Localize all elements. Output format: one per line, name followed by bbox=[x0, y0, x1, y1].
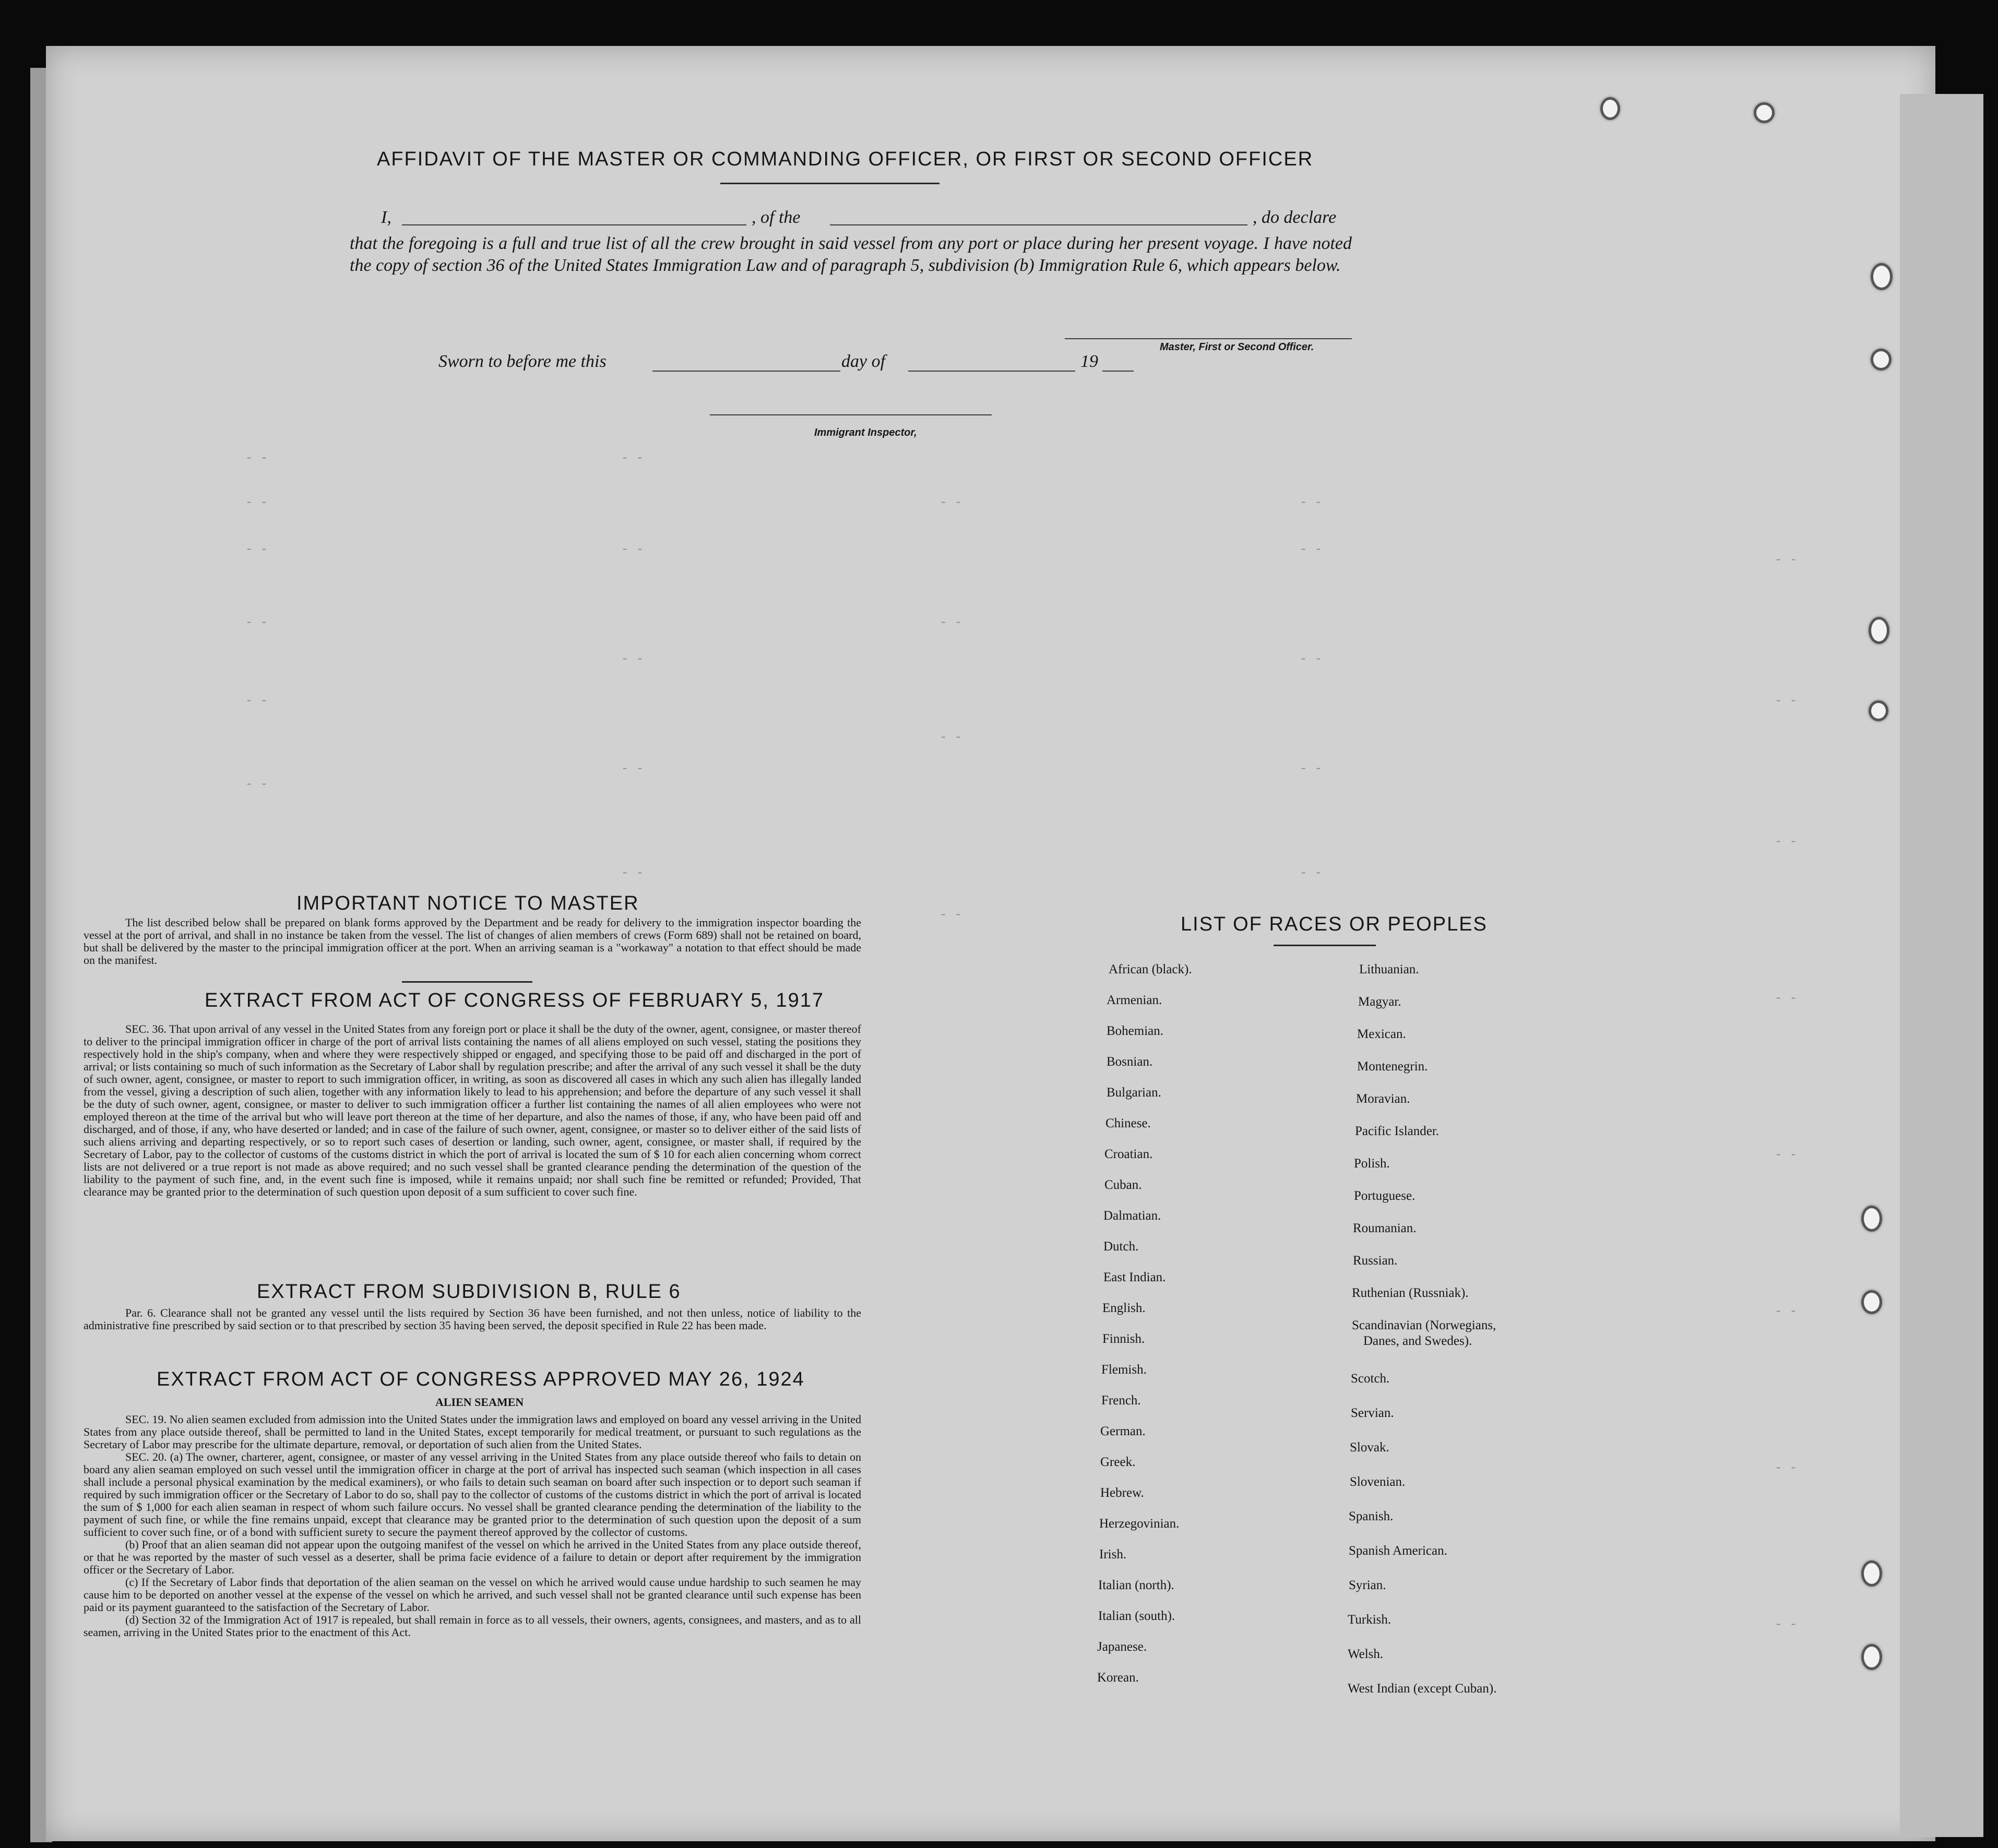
sworn-month-blank[interactable] bbox=[908, 371, 1075, 372]
alien-seamen-subtitle: ALIEN SEAMEN bbox=[435, 1396, 524, 1409]
race-item: Slovenian. bbox=[1350, 1475, 1406, 1489]
bleed-through-strip bbox=[1900, 94, 1983, 1837]
race-item: Magyar. bbox=[1358, 995, 1401, 1009]
race-item: Chinese. bbox=[1105, 1116, 1151, 1130]
race-item: Portuguese. bbox=[1354, 1189, 1416, 1203]
punch-hole-icon bbox=[1861, 1644, 1882, 1670]
sworn-before: Sworn to before me this bbox=[438, 352, 606, 371]
punch-hole-icon bbox=[1861, 1560, 1882, 1587]
race-item: Italian (north). bbox=[1098, 1578, 1174, 1592]
race-item: Montenegrin. bbox=[1357, 1059, 1428, 1074]
race-item: Roumanian. bbox=[1353, 1221, 1417, 1235]
race-item: Italian (south). bbox=[1098, 1609, 1175, 1623]
race-item: Pacific Islander. bbox=[1355, 1124, 1440, 1138]
race-item: Bulgarian. bbox=[1107, 1086, 1161, 1100]
section-36-paragraph: SEC. 36. That upon arrival of any vessel in the United States from any foreign port or place it shall be the duty of the owner, agent, consignee, or master thereof to deliver to the principal immigration officer in charge of the port of arrival lists containing the names of all aliens employed on such vessel, stating the positions they respectively hold in the ship's company, when and where they were respectively shipped or engaged, and specifying those to be paid off and discharged in the port of arrival; or lists containing so much of such information as the Secretary of Labor shall by regulation prescribe; and after the arrival of any such vessel it shall be the duty of such owner, agent, consignee, or master to report to such immigration officer, in writing, as soon as discovered all cases in which any such alien has illegally landed from the vessel, giving a description of such alien, together with any information likely to lead to his apprehension; and before the departure of any such vessel it shall be the duty of such owner, agent, consignee, or master to deliver to such immigration officer a further list containing the names of all alien employees who were not employed thereon at the time of the arrival but who will leave port thereon at the time of her departure, and also the names of those, if any, who have been paid off and discharged, and of those, if any, who have deserted or landed; and in case of the failure of such owner, agent, consignee, or master so to deliver either of the said lists of such aliens arriving and departing respectively, or so to report such cases of desertion or landing, such owner, agent, consignee, or master shall, if required by the Secretary of Labor, pay to the collector of customs of the customs district in which the port of arrival is located the sum of $ 10 for each alien concerning whom correct lists are not delivered or a true report is not made as above required; and no such vessel shall be granted clearance pending the determination of the question of the liability to the payment of such fine, and, in the event such fine is imposed, while it remains unpaid; nor shall such fine be remitted or refunded; Provided, That clearance may be granted prior to the determination of such question upon deposit of a sum sufficient to cover such fine. bbox=[84, 1022, 861, 1198]
extract-1917-text bbox=[84, 1023, 861, 1198]
title-underline bbox=[720, 183, 939, 184]
punch-hole-icon bbox=[1600, 97, 1620, 120]
race-item: African (black). bbox=[1109, 962, 1192, 976]
race-item: Bosnian. bbox=[1107, 1055, 1153, 1069]
race-item: Servian. bbox=[1351, 1406, 1394, 1420]
race-item: Welsh. bbox=[1348, 1647, 1384, 1661]
punch-hole-icon bbox=[1861, 1290, 1882, 1314]
section-20c-paragraph: (c) If the Secretary of Labor finds that deportation of the alien seaman on the vessel on which he arrived would cause undue hardship to such seamen he may cause him to be deported on another vessel at the expense of the vessel on which he arrived, and such vessel shall not be granted clearance until such expense has been paid or its payment guaranteed to the satisfaction of the Secretary of Labor. bbox=[84, 1576, 861, 1614]
race-item: Korean. bbox=[1097, 1671, 1139, 1685]
race-item: Moravian. bbox=[1356, 1092, 1410, 1106]
notice-paragraph: The list described below shall be prepared on blank forms approved by the Department and be ready for delivery to the immigration inspector boarding the vessel at the port of arrival, and shall in no instance be taken from the vessel. The list of changes of alien members of crews (Form 689) shall not be retained on board, but shall be delivered by the master to the principal immigration officer at the port. When an arriving seaman is a "workaway" a notation to that effect should be made on the manifest. bbox=[84, 916, 861, 967]
race-item: Scotch. bbox=[1351, 1372, 1390, 1386]
race-item: East Indian. bbox=[1103, 1270, 1166, 1284]
punch-hole-icon bbox=[1871, 263, 1893, 290]
extract-1924-title: EXTRACT FROM ACT OF CONGRESS APPROVED MAY 26, 1924 bbox=[157, 1368, 805, 1390]
race-item: Ruthenian (Russniak). bbox=[1352, 1286, 1469, 1300]
punch-hole-icon bbox=[1871, 349, 1892, 371]
race-item: Slovak. bbox=[1350, 1440, 1389, 1454]
race-item: Mexican. bbox=[1357, 1027, 1406, 1041]
race-item: Russian. bbox=[1353, 1254, 1398, 1268]
race-item: Polish. bbox=[1354, 1157, 1390, 1171]
affidavit-line-of-the: , of the bbox=[752, 208, 801, 227]
races-underline bbox=[1274, 945, 1376, 946]
punch-hole-icon bbox=[1869, 700, 1888, 721]
race-item: Flemish. bbox=[1101, 1363, 1147, 1377]
race-item: Bohemian. bbox=[1107, 1024, 1164, 1038]
par-6-paragraph: Par. 6. Clearance shall not be granted any vessel until the lists required by Section 36 have been furnished, and not then unless, notice of liability to the administrative fine prescribed by said section or to that prescribed by section 35 having been served, the deposit specified in Rule 22 has been made. bbox=[84, 1306, 861, 1332]
punch-hole-icon bbox=[1754, 102, 1775, 123]
sworn-day-of: day of bbox=[841, 352, 886, 371]
section-20d-paragraph: (d) Section 32 of the Immigration Act of 1917 is repealed, but shall remain in force as to all vessels, their owners, agents, consignees, and masters, and as to all seamen, arriving in the United States prior to the enactment of this Act. bbox=[84, 1613, 861, 1639]
notice-text bbox=[84, 916, 861, 967]
race-item: Cuban. bbox=[1104, 1178, 1142, 1192]
affidavit-line-i: I, bbox=[381, 208, 391, 227]
race-item: Spanish. bbox=[1349, 1509, 1394, 1523]
affidavit-statement: that the foregoing is a full and true list of all the crew brought in said vessel from any port or place during her present voyage. I have noted the copy of section 36 of the United States Immigration Law and of paragraph 5, subdivision (b) Immigration Rule 6, which appears below. bbox=[350, 234, 1352, 275]
race-item: Lithuanian. bbox=[1359, 962, 1419, 976]
race-item: Dalmatian. bbox=[1103, 1209, 1161, 1223]
race-item: Dutch. bbox=[1103, 1239, 1139, 1254]
punch-hole-icon bbox=[1861, 1206, 1882, 1232]
race-item: Hebrew. bbox=[1100, 1486, 1144, 1500]
race-item: West Indian (except Cuban). bbox=[1348, 1682, 1497, 1696]
master-name-blank[interactable] bbox=[402, 224, 746, 225]
sworn-year: 19 bbox=[1080, 352, 1098, 371]
race-item: Finnish. bbox=[1102, 1332, 1145, 1346]
race-item: Spanish American. bbox=[1349, 1544, 1447, 1558]
race-item: Croatian. bbox=[1104, 1147, 1153, 1161]
race-item: German. bbox=[1100, 1424, 1146, 1438]
sworn-year-blank[interactable] bbox=[1102, 371, 1134, 372]
extract-1924-text bbox=[84, 1413, 861, 1639]
affidavit-line-declare: , do declare bbox=[1253, 208, 1337, 227]
race-item: English. bbox=[1102, 1301, 1146, 1315]
race-item: Herzegovinian. bbox=[1099, 1517, 1180, 1531]
race-item: Syrian. bbox=[1349, 1578, 1386, 1592]
notice-divider bbox=[402, 981, 532, 983]
race-item: Armenian. bbox=[1107, 993, 1162, 1007]
master-signature-label: Master, First or Second Officer. bbox=[1160, 341, 1314, 353]
race-item: Turkish. bbox=[1348, 1613, 1392, 1627]
races-title: LIST OF RACES OR PEOPLES bbox=[1181, 913, 1488, 935]
extract-rule6-text bbox=[84, 1307, 861, 1332]
notice-title: IMPORTANT NOTICE TO MASTER bbox=[296, 892, 639, 914]
extract-1917-title: EXTRACT FROM ACT OF CONGRESS OF FEBRUARY 5, 1917 bbox=[205, 989, 824, 1011]
affidavit-title: AFFIDAVIT OF THE MASTER OR COMMANDING OFFICER, OR FIRST OR SECOND OFFICER bbox=[377, 148, 1314, 170]
race-item: Japanese. bbox=[1097, 1640, 1147, 1654]
race-item: Irish. bbox=[1099, 1547, 1127, 1561]
inspector-signature-line[interactable] bbox=[710, 414, 992, 415]
race-item-continuation: Danes, and Swedes). bbox=[1363, 1334, 1472, 1348]
master-signature-line[interactable] bbox=[1065, 338, 1352, 339]
race-item: Scandinavian (Norwegians, bbox=[1352, 1318, 1496, 1332]
inspector-label: Immigrant Inspector, bbox=[814, 427, 917, 438]
section-20a-paragraph: SEC. 20. (a) The owner, charterer, agent, consignee, or master of any vessel arriving in the United States from any place outside thereof who fails to detain on board any alien seaman employed on such vessel until the immigration officer in charge at the port of arrival has inspected such seaman (which inspection in all cases shall include a personal physical examination by the medical examiners), or who fails to detain such seaman on board after such inspection or to deport such seaman if required by such immigration officer or the Secretary of Labor to do so, shall pay to the collector of customs of the customs district in which the port of arrival is located the sum of $ 1,000 for each alien seaman in respect of whom such failure occurs. No vessel shall be granted clearance pending the determination of the liability to the payment of such fine, or while the fine remains unpaid, except that clearance may be granted prior to the determination of such question upon the deposit of a sum sufficient to cover such fine, or of a bond with sufficient surety to secure the payment thereof approved by the collector of customs. bbox=[84, 1450, 861, 1539]
race-item: Greek. bbox=[1100, 1455, 1136, 1469]
sworn-day-blank[interactable] bbox=[652, 371, 840, 372]
extract-rule6-title: EXTRACT FROM SUBDIVISION B, RULE 6 bbox=[257, 1281, 681, 1303]
race-item: French. bbox=[1101, 1393, 1141, 1408]
punch-hole-icon bbox=[1869, 617, 1889, 644]
vessel-name-blank[interactable] bbox=[830, 224, 1247, 225]
section-20b-paragraph: (b) Proof that an alien seaman did not appear upon the outgoing manifest of the vessel on which he arrived in the United States from any place outside thereof, or that he was reported by the master of such vessel as a deserter, shall be prima facie evidence of a failure to detain or deport after requirement by the immigration officer or the Secretary of Labor. bbox=[84, 1538, 861, 1576]
section-19-paragraph: SEC. 19. No alien seamen excluded from admission into the United States under the immigration laws and employed on board any vessel arriving in the United States from any place outside thereof, shall be permitted to land in the United States, except temporarily for medical treatment, or pursuant to such regulations as the Secretary of Labor may prescribe for the ultimate departure, removal, or deportation of such alien from the United States. bbox=[84, 1413, 861, 1451]
